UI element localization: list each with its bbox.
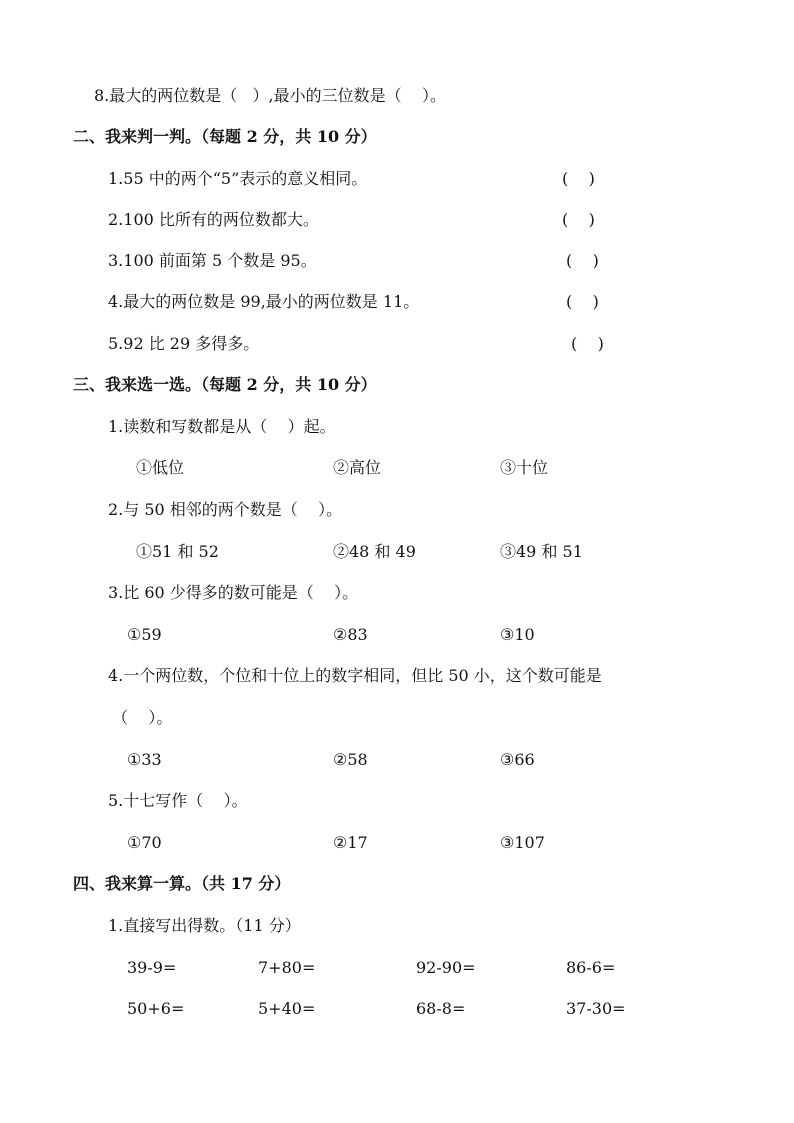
calc-item: 50+6=	[127, 999, 185, 1018]
choice-2-option-c[interactable]: ③49 和 51	[500, 542, 583, 561]
judge-item-5: 5.92 比 29 多得多。	[108, 334, 260, 353]
choice-question-4: 4.一个两位数，个位和十位上的数字相同，但比 50 小，这个数可能是	[108, 666, 602, 685]
choice-2-option-a[interactable]: ①51 和 52	[136, 542, 219, 561]
section-4-title: 四、我来算一算。（共 17 分）	[73, 874, 291, 893]
judge-item-1: 1.55 中的两个“5”表示的意义相同。	[108, 169, 368, 188]
choice-3-option-a[interactable]: ①59	[127, 625, 162, 644]
calc-item: 37-30=	[566, 999, 626, 1018]
choice-4-option-b[interactable]: ②58	[333, 750, 368, 769]
choice-question-4-cont: （ ）。	[112, 708, 173, 727]
choice-4-option-c[interactable]: ③66	[500, 750, 535, 769]
choice-question-1: 1.读数和写数都是从（ ）起。	[108, 417, 336, 436]
choice-3-option-b[interactable]: ②83	[333, 625, 368, 644]
choice-question-5: 5.十七写作（ ）。	[108, 791, 248, 810]
choice-5-option-a[interactable]: ①70	[127, 833, 162, 852]
choice-3-option-c[interactable]: ③10	[500, 625, 535, 644]
choice-2-option-b[interactable]: ②48 和 49	[333, 542, 416, 561]
calc-item: 92-90=	[416, 958, 476, 977]
calc-item: 86-6=	[566, 958, 616, 977]
choice-1-option-b[interactable]: ②高位	[333, 458, 382, 477]
judge-answer-1[interactable]: ( )	[562, 169, 595, 188]
choice-4-option-a[interactable]: ①33	[127, 750, 162, 769]
judge-answer-3[interactable]: ( )	[566, 251, 599, 270]
question-8: 8.最大的两位数是（ ）,最小的三位数是（ ）。	[94, 86, 446, 105]
judge-answer-2[interactable]: ( )	[562, 210, 595, 229]
choice-1-option-c[interactable]: ③十位	[500, 458, 549, 477]
choice-5-option-b[interactable]: ②17	[333, 833, 368, 852]
judge-answer-5[interactable]: ( )	[571, 334, 604, 353]
section-3-title: 三、我来选一选。（每题 2 分，共 10 分）	[73, 375, 377, 394]
calc-item: 39-9=	[127, 958, 177, 977]
calc-item: 5+40=	[258, 999, 316, 1018]
choice-question-2: 2.与 50 相邻的两个数是（ ）。	[108, 500, 343, 519]
calc-item: 68-8=	[416, 999, 466, 1018]
judge-item-2: 2.100 比所有的两位数都大。	[108, 210, 319, 229]
section-2-title: 二、我来判一判。（每题 2 分，共 10 分）	[73, 127, 377, 146]
judge-answer-4[interactable]: ( )	[566, 292, 599, 311]
judge-item-4: 4.最大的两位数是 99,最小的两位数是 11。	[108, 292, 420, 311]
calc-item: 7+80=	[258, 958, 316, 977]
judge-item-3: 3.100 前面第 5 个数是 95。	[108, 251, 317, 270]
choice-5-option-c[interactable]: ③107	[500, 833, 545, 852]
choice-question-3: 3.比 60 少得多的数可能是（ ）。	[108, 583, 359, 602]
choice-1-option-a[interactable]: ①低位	[136, 458, 185, 477]
calc-question-1: 1.直接写出得数。（11 分）	[108, 916, 301, 935]
